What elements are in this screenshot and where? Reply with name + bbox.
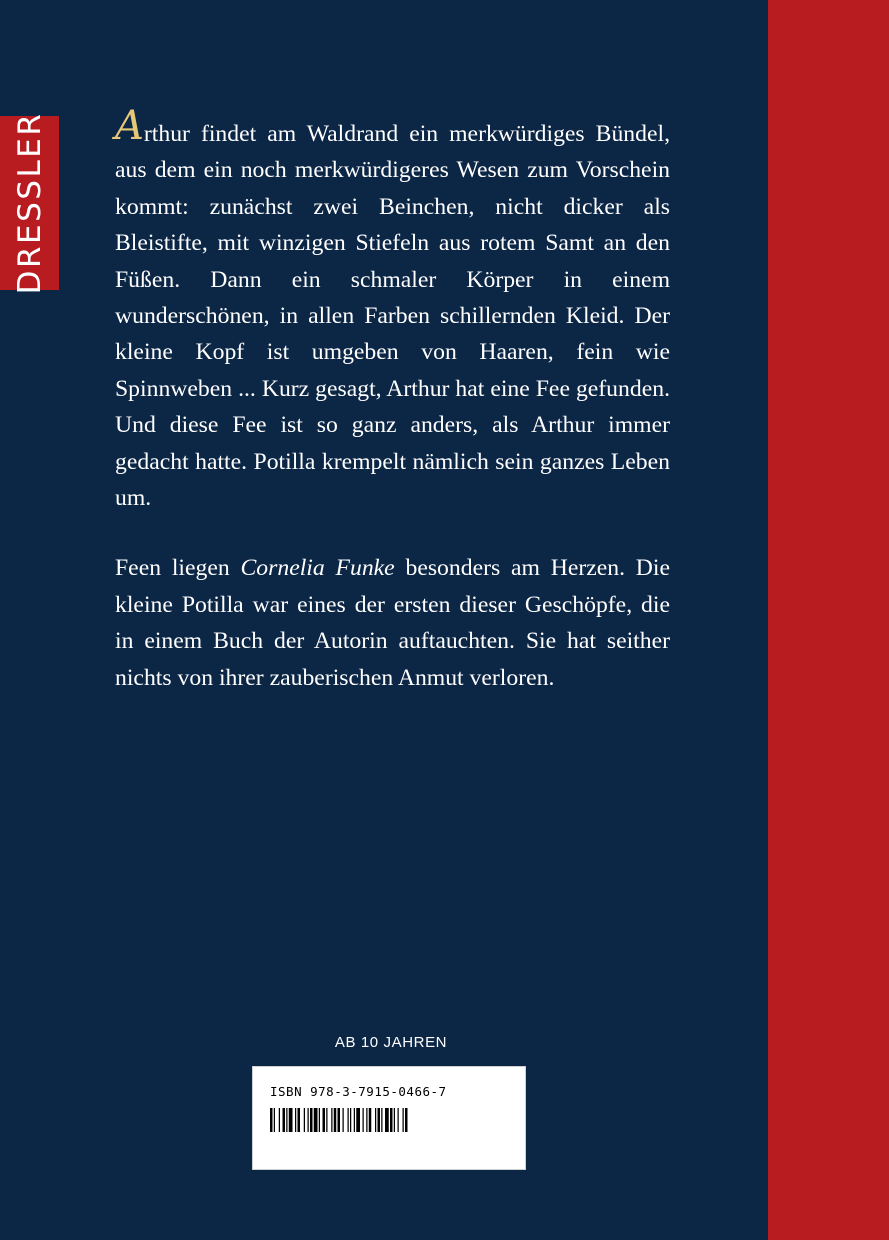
barcode-bar [308, 1108, 309, 1132]
barcode-bar [366, 1108, 367, 1132]
barcode-bar [363, 1108, 364, 1132]
barcode-bar [385, 1108, 389, 1132]
barcode-bar [369, 1108, 372, 1132]
paragraph-2-lead: Feen liegen [115, 555, 241, 582]
barcode-bar [319, 1108, 320, 1132]
barcode-bar [270, 1108, 273, 1132]
barcode-bar [378, 1108, 381, 1132]
barcode-bar [304, 1108, 305, 1132]
barcode-bar [279, 1108, 280, 1132]
barcode-bar [289, 1108, 293, 1132]
barcode-bar [405, 1108, 408, 1132]
publisher-logo: DRESSLER [11, 111, 48, 295]
author-name: Cornelia Funke [240, 555, 395, 582]
barcode-bar [274, 1108, 275, 1132]
barcode-icon [270, 1108, 510, 1132]
barcode-label [252, 1066, 526, 1170]
barcode-bar [334, 1108, 337, 1132]
blurb-paragraph-1 [115, 103, 670, 516]
barcode-bar [354, 1108, 355, 1132]
decorative-initial: A [115, 103, 144, 149]
barcode-bar [326, 1108, 327, 1132]
barcode-bar [348, 1108, 349, 1132]
paragraph-2-text: besonders am Herzen. Die kleine Potilla war eines der ersten dieser Geschöpfe, die in einem Buch der Autorin auftauchten. Sie hat seither nichts von ihrer zauberischen Anmut verloren. [115, 555, 670, 691]
barcode-bar [403, 1108, 404, 1132]
barcode-bar [343, 1108, 344, 1132]
barcode-bar [398, 1108, 399, 1132]
barcode-bar [298, 1108, 301, 1132]
barcode-bar [338, 1108, 341, 1132]
barcode-bar [331, 1108, 332, 1132]
barcode-bar [375, 1108, 376, 1132]
barcode-bar [295, 1108, 296, 1132]
barcode-bar [283, 1108, 286, 1132]
barcode-bar [286, 1108, 287, 1132]
barcode-bar [350, 1108, 351, 1132]
barcode-bar [310, 1108, 313, 1132]
paragraph-1-text: rthur findet am Waldrand ein merkwürdiges Bündel, aus dem ein noch merkwürdigeres Wesen zum Vorschein kommt: zunächst zwei Beinchen, nicht dicker als Bleistifte, mit winzigen Stiefeln aus rotem Samt an den Füßen. Dann ein schmaler Körper in einem wunderschönen, in allen Farben schillernden Kleid. Der kleine Kopf ist umgeben von Haaren, fein wie Spinnweben ... Kurz gesagt, Arthur hat eine Fee gefunden. Und diese Fee ist so ganz anders, als Arthur immer gedacht hatte. Potilla krempelt nämlich sein ganzes Leben um. [115, 121, 670, 512]
barcode-bar [390, 1108, 393, 1132]
age-recommendation: AB 10 JAHREN [334, 1034, 448, 1051]
barcode-bar [356, 1108, 360, 1132]
barcode-bar [323, 1108, 326, 1132]
isbn-number: ISBN 978-3-7915-0466-7 [270, 1084, 447, 1099]
blurb-paragraph-2 [115, 550, 670, 696]
barcode-bar [381, 1108, 382, 1132]
barcode-bar [394, 1108, 395, 1132]
publisher-tab [0, 111, 59, 295]
blurb-text [115, 103, 670, 696]
barcode-bar [314, 1108, 318, 1132]
spine-red-band [768, 0, 889, 1240]
